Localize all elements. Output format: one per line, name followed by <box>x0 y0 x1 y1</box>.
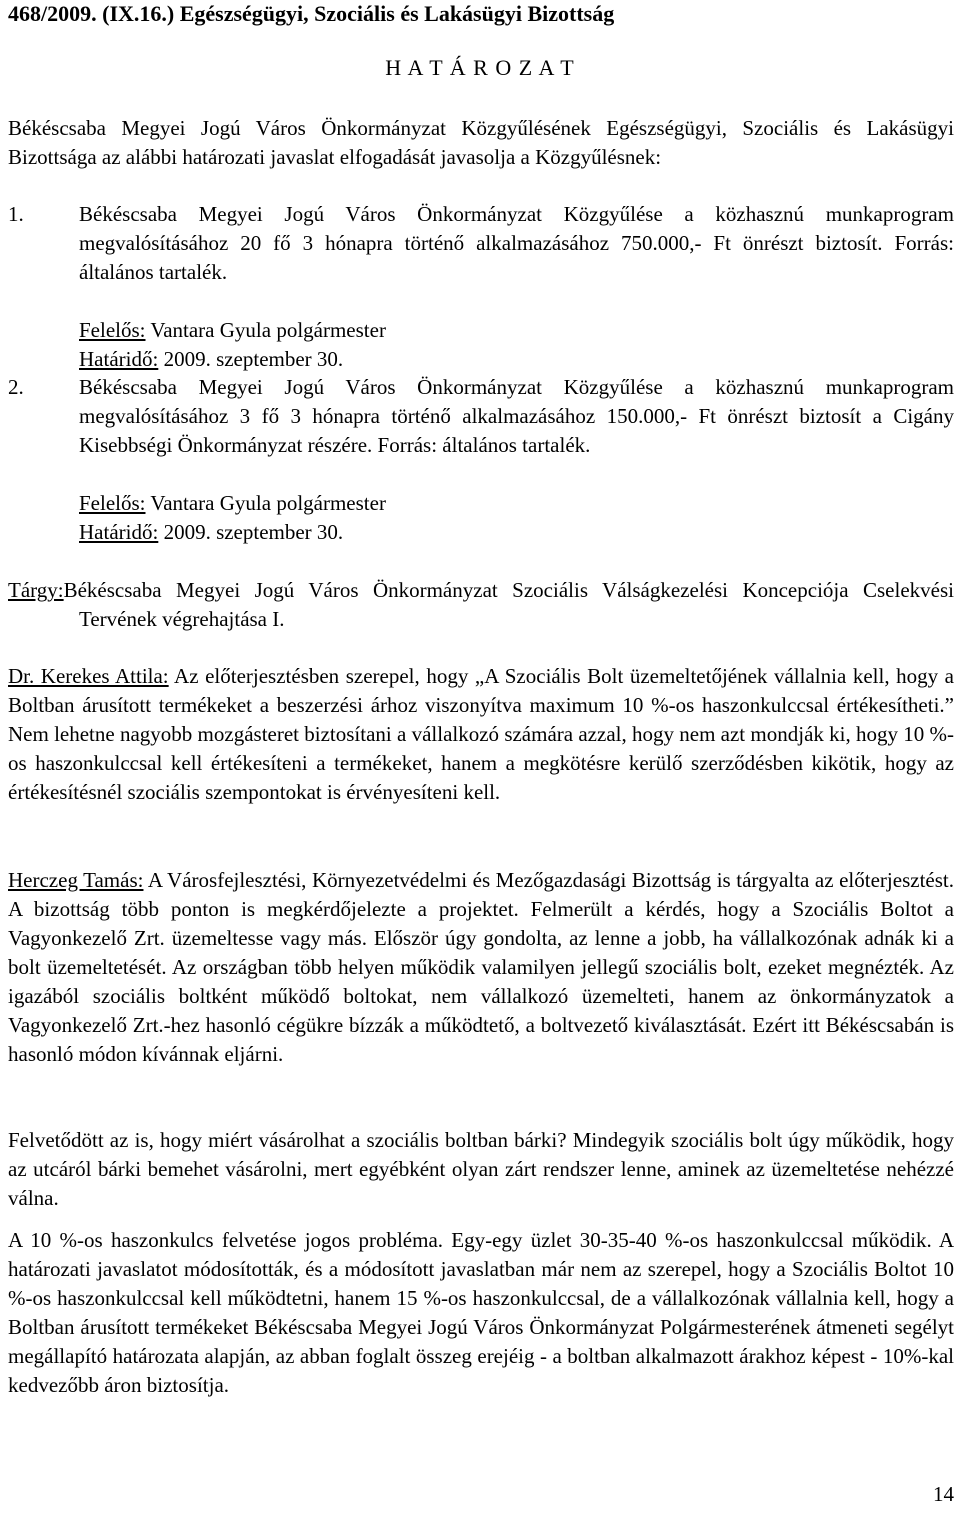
page-number: 14 <box>933 1482 954 1506</box>
subject-text: Békéscsaba Megyei Jogú Város Önkormányzat Szociális Válságkezelési Koncepciója Cselekvési Tervének végrehajtása I. <box>63 578 954 631</box>
deadline-value: 2009. szeptember 30. <box>158 520 344 544</box>
paragraph-4 <box>8 1226 954 1400</box>
deadline-label: Határidő: <box>79 347 159 371</box>
responsible-label: Felelős: <box>79 318 146 342</box>
paragraph-kerekes <box>8 662 954 807</box>
item-number: 1. <box>8 202 24 226</box>
intro-paragraph <box>8 114 954 172</box>
item-text: Békéscsaba Megyei Jogú Város Önkormányzat Közgyűlése a közhasznú munkaprogram megvalósításához 20 fő 3 hónapra történő alkalmazásához 750.000,- Ft önrészt biztosít. Forrás: általános tartalék. <box>79 202 954 284</box>
responsible-value: Vantara Gyula polgármester <box>145 491 386 515</box>
paragraph-herczeg <box>8 866 954 1069</box>
responsible-line <box>8 489 954 518</box>
deadline-label: Határidő: <box>79 520 159 544</box>
deadline-line <box>8 345 954 374</box>
paragraph-text: A Városfejlesztési, Környezetvédelmi és Mezőgazdasági Bizottság is tárgyalta az előterjesztést. A bizottság több ponton is megkérdőjelezte a projektet. Felmerült a kérdés, hogy a Szociális Boltot a Vagyonkezelő Zrt. üzemeltesse vagy más. Először úgy gondolta, az lenne a jobb, ha vállalkozónak adnák ki a bolt üzemeltetését. Az országban több helyen működik valamilyen jellegű szociális bolt, ezeket megnézték. Az igazából szociális boltként működő boltokat, nem vállalkozó üzemelteti, hanem az önkormányzatok a Vagyonkezelő Zrt.-hez hasonló cégükre bízzák a működtető, a boltvezető kiválasztását. Ezért itt Békéscsabán is hasonló módon kívánnak eljárni. <box>8 868 954 1066</box>
resolution-title: H A T Á R O Z A T <box>385 55 575 80</box>
responsible-label: Felelős: <box>79 491 146 515</box>
resolution-item-1 <box>8 200 954 374</box>
responsible-value: Vantara Gyula polgármester <box>145 318 386 342</box>
deadline-value: 2009. szeptember 30. <box>158 347 344 371</box>
intro-text: Békéscsaba Megyei Jogú Város Önkormányzat Közgyűlésének Egészségügyi, Szociális és Lakásügyi Bizottsága az alábbi határozati javaslat elfogadását javasolja a Közgyűlésnek: <box>8 116 954 169</box>
paragraph-3 <box>8 1126 954 1213</box>
document-header: 468/2009. (IX.16.) Egészségügyi, Szociális és Lakásügyi Bizottság <box>8 1 615 26</box>
speaker-name: Herczeg Tamás: <box>8 868 144 892</box>
deadline-line <box>8 518 954 547</box>
paragraph-text: Felvetődött az is, hogy miért vásárolhat a szociális boltban bárki? Mindegyik szociális bolt úgy működik, hogy az utcáról bárki bemehet vásárolni, mert egyébként olyan zárt rendszer lenne, aminek az üzemeltetése nehézzé válna. <box>8 1128 954 1210</box>
item-text: Békéscsaba Megyei Jogú Város Önkormányzat Közgyűlése a közhasznú munkaprogram megvalósításához 3 fő 3 hónapra történő alkalmazásához 150.000,- Ft önrészt biztosít a Cigány Kisebbségi Önkormányzat részére. Forrás: általános tartalék. <box>79 375 954 457</box>
item-number: 2. <box>8 375 24 399</box>
paragraph-text: Az előterjesztésben szerepel, hogy „A Szociális Bolt üzemeltetőjének vállalnia kell, hogy a Boltban árusított termékeket a beszerzési árhoz viszonyítva maximum 10 %-os haszonkulccsal értékesítheti.” Nem lehetne nagyobb mozgásteret biztosítani a vállalkozó számára azzal, hogy nem azt mondják ki, hogy 10 %-os haszonkulccsal kell értékesíteni a termékeket, hanem a megkötésre kerülő szerződésben kikötik, hogy az értékesítésnél szociális szempontokat is érvényesíteni kell. <box>8 664 954 804</box>
responsible-line <box>8 316 954 345</box>
speaker-name: Dr. Kerekes Attila: <box>8 664 169 688</box>
subject-label: Tárgy: <box>8 578 64 602</box>
resolution-item-2 <box>8 373 954 547</box>
paragraph-text: A 10 %-os haszonkulcs felvetése jogos probléma. Egy-egy üzlet 30-35-40 %-os haszonkulccsal működik. A határozati javaslatot módosították, és a módosított javaslatban már nem az szerepel, hogy a Szociális Boltot 10 %-os haszonkulccsal kell működtetni, hanem 15 %-os haszonkulccsal, de a vállalkozónak vállalnia kell, hogy a Boltban árusított termékeket Békéscsaba Megyei Jogú Város Önkormányzat Polgármesterének átmeneti segélyt megállapító határozata alapján, az abban foglalt összeg erejéig - a boltban alkalmazott árakhoz képest - 10%-kal kedvezőbb áron biztosítja. <box>8 1228 954 1397</box>
subject-block <box>8 576 954 634</box>
